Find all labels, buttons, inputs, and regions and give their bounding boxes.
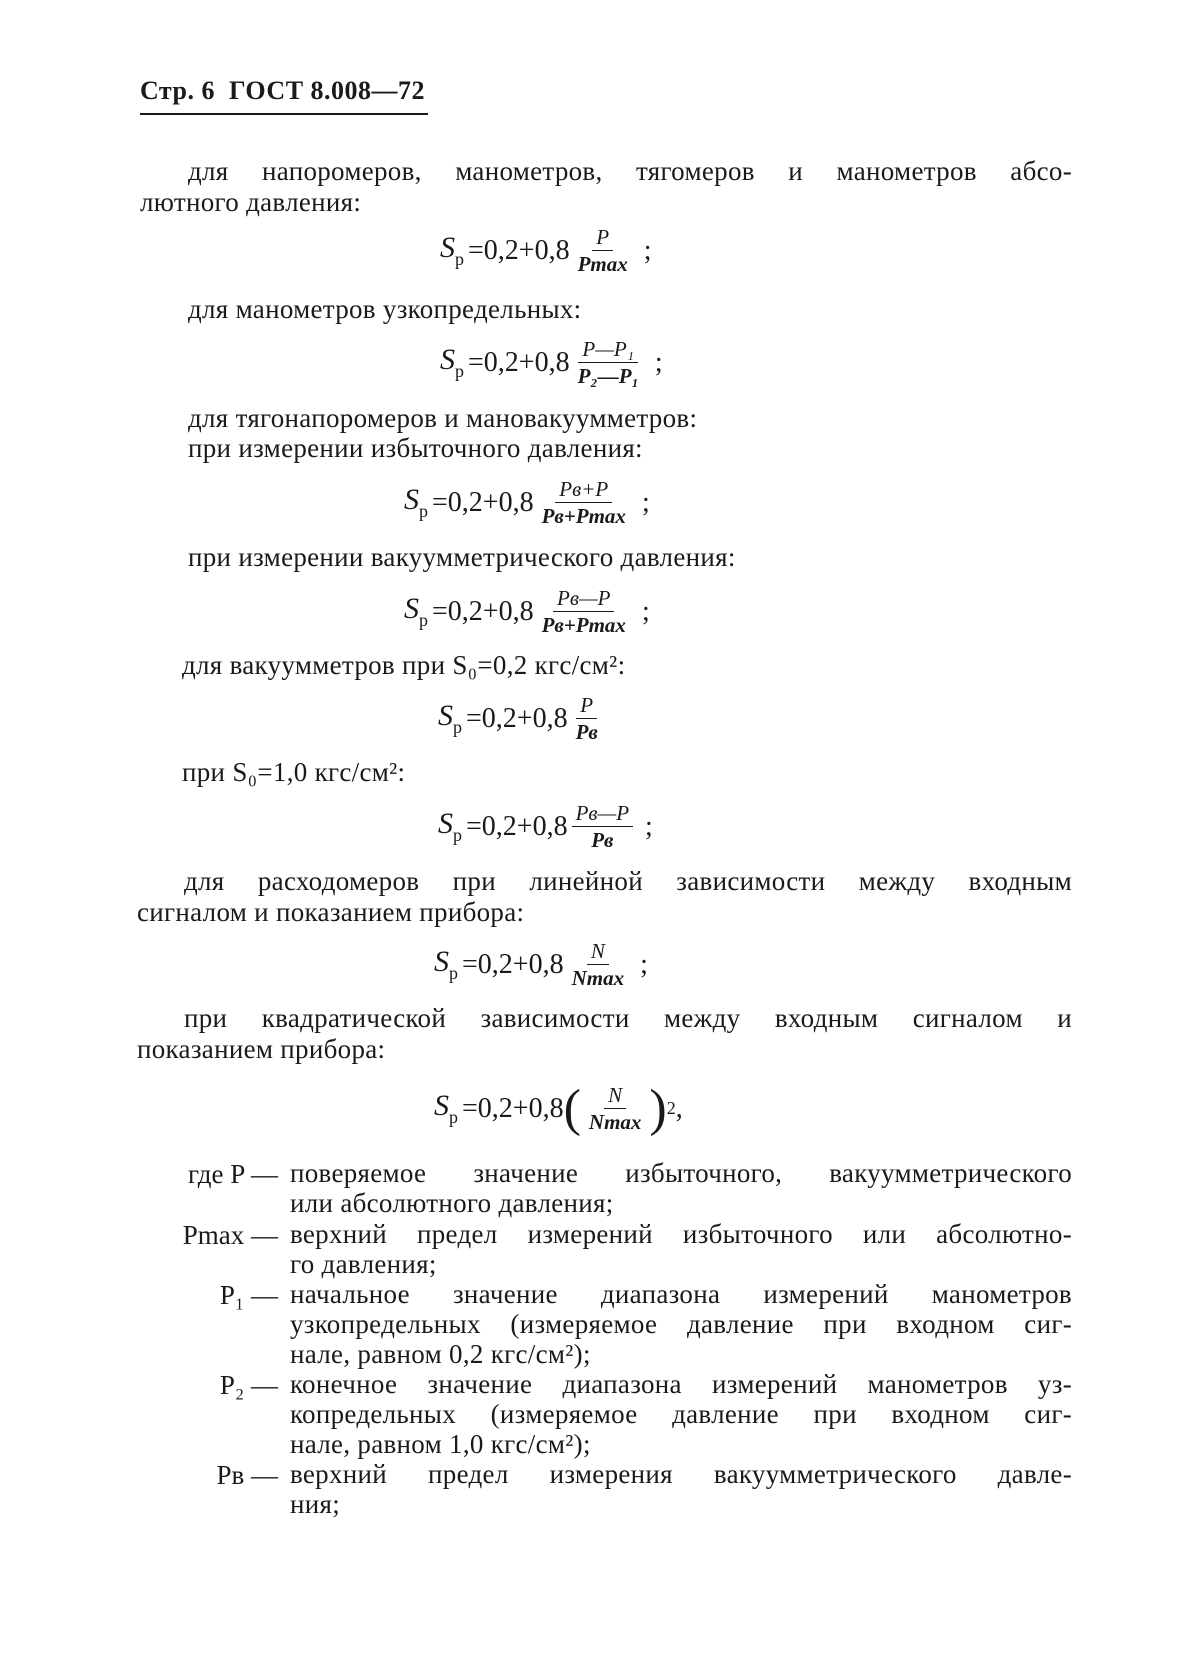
fraction: $\frac{Pв+P}{Pв+Pmax}$ bbox=[541, 477, 626, 528]
header-rule bbox=[140, 113, 428, 115]
definition-text-pmax: верхний предел измерений избыточного или абсолютно- го давления; bbox=[290, 1219, 1072, 1279]
open-paren: ( bbox=[563, 1079, 581, 1137]
paragraph-3-line-2: при измерении избыточного давления: bbox=[188, 433, 643, 463]
paragraph-1-line-2: лютного давления: bbox=[140, 187, 362, 217]
fraction: $\frac{\text{P—P₁}}{\text{P₂—P₁}}$ bbox=[577, 337, 639, 388]
fraction: $\frac{N}{Nmax}$ bbox=[588, 1083, 642, 1134]
page-header bbox=[140, 76, 425, 106]
standard-code: ГОСТ 8.008—72 bbox=[228, 76, 426, 105]
paragraph-3-line-1: для тягонапоромеров и мановакуумметров: bbox=[188, 403, 698, 433]
definition-symbol-p1: P₁ — bbox=[219, 1280, 278, 1310]
fraction: $\frac{P}{Pmax}$ bbox=[577, 225, 628, 276]
formula-lhs: $S_р$ bbox=[440, 231, 464, 269]
definition-symbol-p2: P₂ — bbox=[219, 1370, 278, 1400]
formula-8: $S_р$ =0,2+0,8 ( $\frac{N}{Nmax}$ ) 2 , bbox=[434, 1079, 683, 1137]
formula-1 bbox=[440, 224, 652, 277]
formula-7: $S_р$ =0,2+0,8 $\frac{N}{Nmax}$ ; bbox=[434, 939, 648, 990]
fraction: $\frac{Pв—P}{Pв}$ bbox=[572, 800, 633, 853]
formula-3: $S_р$ =0,2+0,8 $\frac{Pв+P}{Pв+Pmax}$ ; bbox=[404, 477, 650, 528]
formula-terminator: ; bbox=[643, 234, 652, 266]
paragraph-7-line-1: для расходомеров при линейной зависимости между входным bbox=[184, 866, 1072, 896]
definition-text-p2: конечное значение диапазона измерений манометров уз- копредельных (измеряемое давление при входном сиг- нале, равном 1,0 кгс/см²); bbox=[290, 1369, 1072, 1459]
formula-4: $S_р$ =0,2+0,8 $\frac{Pв—P}{Pв+Pmax}$ ; bbox=[404, 586, 650, 637]
paragraph-5: для вакуумметров при S₀=0,2 кгс/см²: bbox=[182, 650, 626, 680]
definition-symbol-p: где P — bbox=[188, 1159, 278, 1189]
fraction: $\frac{P}{Pв}$ bbox=[575, 693, 598, 744]
page-number: Стр. 6 bbox=[140, 76, 215, 105]
close-paren: ) bbox=[649, 1079, 667, 1137]
paragraph-1-line-1: для напоромеров, манометров, тягомеров и манометров абсо- bbox=[188, 156, 1072, 186]
formula-2: $S_р$ =0,2+0,8 $\frac{\text{P—P₁}}{\text{P₂—P₁}}$ ; bbox=[440, 337, 663, 388]
definition-symbol-pmax: Pmax — bbox=[182, 1220, 278, 1250]
definition-text-p1: начальное значение диапазона измерений манометров узкопредельных (измеряемое давление при входном сиг- нале, равном 0,2 кгс/см²); bbox=[290, 1279, 1072, 1369]
paragraph-8-line-2: показанием прибора: bbox=[137, 1034, 386, 1064]
formula-5: $S_р$ =0,2+0,8 $\frac{P}{Pв}$ bbox=[438, 692, 614, 745]
definition-text-p: поверяемое значение избыточного, вакуумметрического или абсолютного давления; bbox=[290, 1158, 1072, 1218]
paragraph-2: для манометров узкопредельных: bbox=[188, 294, 582, 324]
definition-symbol-pv: Pв — bbox=[216, 1460, 278, 1490]
fraction: $\frac{Pв—P}{Pв+Pmax}$ bbox=[541, 586, 626, 637]
exponent: 2 bbox=[666, 1098, 676, 1118]
paragraph-7-line-2: сигналом и показанием прибора: bbox=[137, 897, 525, 927]
formula-rhs: =0,2+0,8 bbox=[468, 234, 570, 266]
paragraph-4: при измерении вакуумметрического давления: bbox=[188, 542, 736, 572]
fraction: $\frac{N}{Nmax}$ bbox=[571, 939, 625, 990]
paragraph-6: при S₀=1,0 кгс/см²: bbox=[182, 757, 406, 787]
formula-6: $S_р$ =0,2+0,8 $\frac{Pв—P}{Pв}$ ; bbox=[438, 801, 653, 852]
definition-text-pv: верхний предел измерения вакуумметрического давле- ния; bbox=[290, 1459, 1072, 1519]
paragraph-8-line-1: при квадратической зависимости между входным сигналом и bbox=[184, 1003, 1072, 1033]
